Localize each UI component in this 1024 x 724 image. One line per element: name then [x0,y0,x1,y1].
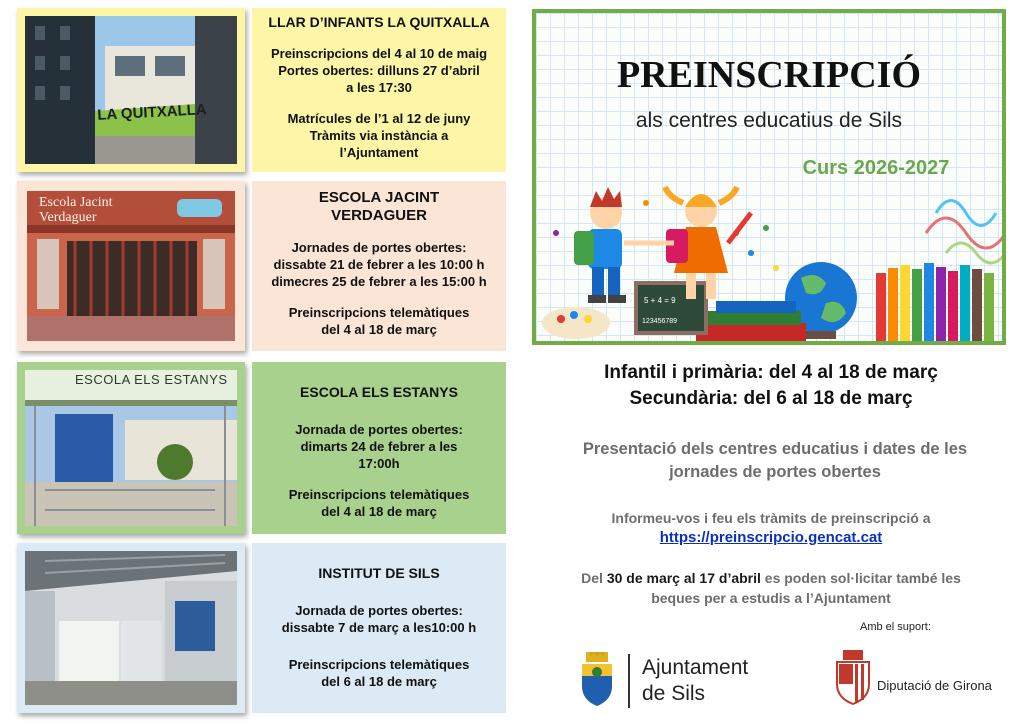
jacint-line-4: Preinscripcions telemàtiques [288,305,470,320]
quitxalla-line-4: Matrícules de l’1 al 12 de juny [287,111,471,126]
estanys-line-4: Preinscripcions telemàtiques [288,487,470,502]
jacint-line-2: dissabte 21 de febrer a les 10:00 h [273,257,485,272]
quitxalla-line-2: Portes obertes: dilluns 27 d’abril [278,63,480,78]
ajuntament-logo [580,652,780,712]
school-title-estanys: ESCOLA ELS ESTANYS [300,384,458,400]
poster-title: PREINSCRIPCIÓ [616,54,922,96]
estanys-line-3: 17:00h [358,456,400,471]
dates-line-2: Secundària: del 6 al 18 de març [629,388,913,409]
poster-frame [532,9,1006,345]
photo-sign-quitxalla: LA QUITXALLA [96,101,208,124]
photo-sign-estanys: ESCOLA ELS ESTANYS [75,372,228,387]
photo-la-quitxalla-image [25,16,237,164]
estanys-line-5: del 4 al 18 de març [321,504,437,519]
grants-line-1 [532,570,1010,586]
boy-icon [574,187,626,303]
photo-jacint-verdaguer [17,181,245,351]
poster-course: Curs 2026-2027 [802,157,950,179]
grants-part-1: Del [581,570,607,586]
books-icon [696,301,806,341]
school-title-quitxalla: LLAR D’INFANTS LA QUITXALLA [268,14,490,30]
info-institut-sils [252,543,506,713]
jacint-line-1: Jornades de portes obertes: [291,240,467,255]
dates-line-1: Infantil i primària: del 4 al 18 de març [604,362,938,383]
quitxalla-line-3: a les 17:30 [346,80,412,95]
poster-subtitle: als centres educatius de Sils [635,109,903,132]
grants-part-3: es poden sol·licitar també les [760,570,961,586]
board-text-1: 5 + 4 = 9 [644,296,676,305]
photo-sign-jacint: Escola Jacint Verdaguer [39,195,113,225]
info-la-quitxalla [252,8,506,172]
poster-illustration [536,173,1002,341]
presentation-line-2: jornades de portes obertes [669,463,881,481]
jacint-line-5: del 4 al 18 de març [321,322,437,337]
grants-line-2: beques per a estudis a l’Ajuntament [651,590,891,606]
support-label: Amb el suport: [860,621,931,633]
diputacio-logo [835,650,1015,710]
info-jacint-verdaguer [252,181,506,351]
ajuntament-name-1: Ajuntament [642,656,749,679]
quitxalla-line-6: l’Ajuntament [339,145,419,160]
estanys-line-2: dimarts 24 de febrer a les [300,439,458,454]
quitxalla-line-1: Preinscripcions del 4 al 10 de maig [270,46,488,61]
presentation-line-1: Presentació dels centres educatius i dates de les [582,440,968,458]
sils-shield-icon [580,652,614,708]
grants-dates: 30 de març al 17 d’abril [606,570,761,586]
pencils-icon [876,263,994,341]
girona-shield-icon [835,650,871,706]
school-title-jacint: ESCOLA JACINT VERDAGUER [318,189,440,224]
estanys-line-1: Jornada de portes obertes: [295,422,463,437]
photo-els-estanys-image [25,370,237,526]
institut-line-4: del 6 al 18 de març [321,674,437,689]
preinscripcio-link[interactable]: https://preinscripcio.gencat.cat [659,529,883,546]
institut-line-1: Jornada de portes obertes: [295,603,463,618]
board-text-2: 123456789 [642,318,678,325]
photo-institut-sils [17,543,245,713]
institut-line-3: Preinscripcions telemàtiques [288,657,470,672]
photo-institut-sils-image [25,551,237,705]
info-els-estanys [252,362,506,534]
palette-icon [542,307,610,339]
photo-els-estanys [17,362,245,534]
jacint-line-3: dimecres 25 de febrer a les 15:00 h [271,274,487,289]
inform-text: Informeu-vos i feu els tràmits de preinscripció a [611,510,931,526]
ajuntament-name-2: de Sils [642,682,706,705]
institut-line-2: dissabte 7 de març a les10:00 h [281,620,477,635]
photo-la-quitxalla [17,8,245,172]
school-title-institut: INSTITUT DE SILS [318,565,440,581]
diputacio-name: Diputació de Girona [877,678,992,693]
quitxalla-line-5: Tràmits via instància a [309,128,449,143]
